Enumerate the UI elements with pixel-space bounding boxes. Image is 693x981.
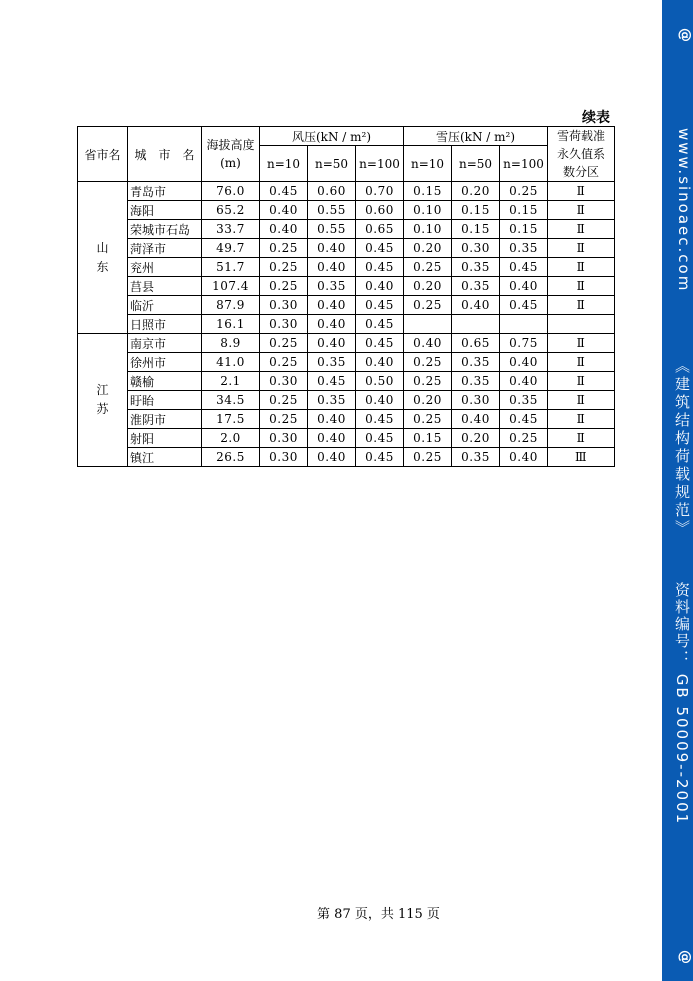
table-row	[78, 372, 615, 391]
wind-n50-cell: 0.45	[308, 372, 356, 391]
table-header	[78, 127, 615, 182]
altitude-cell: 107.4	[202, 277, 260, 296]
wind-n50-cell: 0.40	[308, 315, 356, 334]
wind-n50-cell: 0.40	[308, 239, 356, 258]
wind-n10-cell: 0.25	[260, 258, 308, 277]
city-cell: 南京市	[128, 334, 202, 353]
snow-n100-cell: 0.40	[500, 448, 548, 467]
wind-n100-cell: 0.40	[356, 391, 404, 410]
header-snow-n100: n=100	[500, 146, 548, 182]
snow-n50-cell: 0.65	[452, 334, 500, 353]
snow-zone-cell: Ⅱ	[548, 277, 615, 296]
snow-n100-cell: 0.45	[500, 258, 548, 277]
snow-n50-cell: 0.40	[452, 296, 500, 315]
snow-n50-cell: 0.20	[452, 429, 500, 448]
header-snow: 雪压(kN / m²)	[404, 127, 548, 146]
altitude-cell: 41.0	[202, 353, 260, 372]
wind-n10-cell: 0.30	[260, 429, 308, 448]
province-cell	[78, 334, 128, 467]
snow-n10-cell: 0.25	[404, 353, 452, 372]
snow-n10-cell: 0.25	[404, 258, 452, 277]
wind-n10-cell: 0.25	[260, 239, 308, 258]
wind-n50-cell: 0.55	[308, 201, 356, 220]
snow-n10-cell: 0.25	[404, 372, 452, 391]
city-cell: 淮阴市	[128, 410, 202, 429]
wind-n100-cell: 0.45	[356, 334, 404, 353]
altitude-cell: 2.1	[202, 372, 260, 391]
wind-n50-cell: 0.35	[308, 391, 356, 410]
snow-n50-cell: 0.20	[452, 182, 500, 201]
snow-n100-cell: 0.45	[500, 296, 548, 315]
altitude-cell: 76.0	[202, 182, 260, 201]
wind-n10-cell: 0.30	[260, 315, 308, 334]
snow-n100-cell: 0.45	[500, 410, 548, 429]
altitude-cell: 49.7	[202, 239, 260, 258]
site-url: www.sinoaec.com	[675, 128, 693, 293]
altitude-cell: 16.1	[202, 315, 260, 334]
table-row	[78, 334, 615, 353]
city-cell: 盱眙	[128, 391, 202, 410]
snow-zone-cell: Ⅱ	[548, 220, 615, 239]
header-wind: 风压(kN / m²)	[260, 127, 404, 146]
altitude-cell: 87.9	[202, 296, 260, 315]
province-char: 山	[96, 240, 109, 255]
wind-n10-cell: 0.25	[260, 410, 308, 429]
altitude-cell: 34.5	[202, 391, 260, 410]
snow-n10-cell: 0.15	[404, 182, 452, 201]
snow-n50-cell: 0.15	[452, 201, 500, 220]
snow-n100-cell: 0.25	[500, 429, 548, 448]
table-row	[78, 429, 615, 448]
snow-zone-cell: Ⅱ	[548, 410, 615, 429]
header-snow-zone-line3: 数分区	[562, 165, 599, 179]
continued-label: 续表	[582, 110, 610, 126]
city-cell: 菏泽市	[128, 239, 202, 258]
wind-n10-cell: 0.30	[260, 296, 308, 315]
wind-n10-cell: 0.25	[260, 353, 308, 372]
city-cell: 莒县	[128, 277, 202, 296]
snow-zone-cell: Ⅱ	[548, 239, 615, 258]
at-sign-bottom: @	[677, 950, 693, 964]
altitude-cell: 26.5	[202, 448, 260, 467]
wind-n100-cell: 0.70	[356, 182, 404, 201]
province-cell	[78, 182, 128, 334]
snow-zone-cell: Ⅱ	[548, 258, 615, 277]
document-code: 资料编号： GB 50009--2001	[673, 582, 691, 826]
header-altitude	[202, 127, 260, 182]
wind-n10-cell: 0.45	[260, 182, 308, 201]
table-row	[78, 182, 615, 201]
header-altitude-line2: (m)	[220, 156, 241, 170]
snow-n10-cell: 0.25	[404, 410, 452, 429]
snow-n10-cell: 0.40	[404, 334, 452, 353]
header-wind-n100: n=100	[356, 146, 404, 182]
header-wind-n50: n=50	[308, 146, 356, 182]
altitude-cell: 51.7	[202, 258, 260, 277]
snow-n10-cell: 0.10	[404, 201, 452, 220]
city-cell: 镇江	[128, 448, 202, 467]
snow-n50-cell: 0.30	[452, 391, 500, 410]
header-snow-zone-line1: 雪荷载准	[556, 129, 605, 143]
snow-n10-cell: 0.20	[404, 239, 452, 258]
snow-n10-cell: 0.15	[404, 429, 452, 448]
wind-n10-cell: 0.30	[260, 372, 308, 391]
wind-n10-cell: 0.25	[260, 277, 308, 296]
table-body	[78, 182, 615, 467]
snow-zone-cell: Ⅱ	[548, 296, 615, 315]
table-row	[78, 410, 615, 429]
table-row	[78, 258, 615, 277]
wind-n10-cell: 0.40	[260, 220, 308, 239]
province-char: 东	[96, 259, 109, 274]
altitude-cell: 8.9	[202, 334, 260, 353]
snow-n100-cell: 0.35	[500, 391, 548, 410]
wind-n100-cell: 0.45	[356, 429, 404, 448]
altitude-cell: 2.0	[202, 429, 260, 448]
snow-n50-cell: 0.35	[452, 353, 500, 372]
snow-n10-cell: 0.25	[404, 296, 452, 315]
table-row	[78, 239, 615, 258]
snow-n10-cell: 0.20	[404, 277, 452, 296]
snow-zone-cell: Ⅱ	[548, 353, 615, 372]
wind-n100-cell: 0.45	[356, 239, 404, 258]
wind-n50-cell: 0.60	[308, 182, 356, 201]
snow-zone-cell: Ⅱ	[548, 391, 615, 410]
wind-n100-cell: 0.45	[356, 296, 404, 315]
wind-n10-cell: 0.30	[260, 448, 308, 467]
header-city: 城 市 名	[128, 127, 202, 182]
snow-n10-cell	[404, 315, 452, 334]
altitude-cell: 17.5	[202, 410, 260, 429]
snow-zone-cell: Ⅱ	[548, 429, 615, 448]
altitude-cell: 65.2	[202, 201, 260, 220]
wind-n10-cell: 0.40	[260, 201, 308, 220]
header-snow-zone	[548, 127, 615, 182]
snow-n100-cell: 0.25	[500, 182, 548, 201]
wind-n50-cell: 0.40	[308, 296, 356, 315]
wind-n50-cell: 0.40	[308, 410, 356, 429]
snow-n50-cell: 0.35	[452, 277, 500, 296]
snow-zone-cell: Ⅲ	[548, 448, 615, 467]
snow-n10-cell: 0.20	[404, 391, 452, 410]
wind-n50-cell: 0.35	[308, 353, 356, 372]
table-row	[78, 220, 615, 239]
snow-n10-cell: 0.10	[404, 220, 452, 239]
wind-n100-cell: 0.50	[356, 372, 404, 391]
table-row	[78, 201, 615, 220]
wind-n50-cell: 0.40	[308, 429, 356, 448]
page-number: 第 87 页，共 115 页	[317, 907, 440, 922]
province-char: 苏	[96, 402, 109, 416]
wind-n100-cell: 0.45	[356, 258, 404, 277]
wind-n50-cell: 0.40	[308, 258, 356, 277]
wind-n50-cell: 0.40	[308, 334, 356, 353]
snow-zone-cell: Ⅱ	[548, 182, 615, 201]
snow-n100-cell: 0.40	[500, 353, 548, 372]
city-cell: 荣城市石岛	[128, 220, 202, 239]
table-row	[78, 296, 615, 315]
city-cell: 赣榆	[128, 372, 202, 391]
wind-n50-cell: 0.35	[308, 277, 356, 296]
wind-n100-cell: 0.45	[356, 410, 404, 429]
city-cell: 兖州	[128, 258, 202, 277]
snow-n100-cell: 0.75	[500, 334, 548, 353]
wind-n100-cell: 0.40	[356, 277, 404, 296]
header-wind-n10: n=10	[260, 146, 308, 182]
city-cell: 射阳	[128, 429, 202, 448]
snow-n50-cell: 0.30	[452, 239, 500, 258]
snow-n50-cell: 0.15	[452, 220, 500, 239]
at-sign-top: @	[677, 28, 693, 42]
city-cell: 徐州市	[128, 353, 202, 372]
snow-n10-cell: 0.25	[404, 448, 452, 467]
wind-n50-cell: 0.55	[308, 220, 356, 239]
table-row	[78, 315, 615, 334]
snow-n100-cell	[500, 315, 548, 334]
snow-n100-cell: 0.40	[500, 277, 548, 296]
page-footer	[0, 903, 693, 922]
city-cell: 海阳	[128, 201, 202, 220]
wind-n100-cell: 0.40	[356, 353, 404, 372]
snow-n50-cell: 0.35	[452, 448, 500, 467]
wind-n100-cell: 0.65	[356, 220, 404, 239]
table-row	[78, 448, 615, 467]
header-altitude-line1: 海拔高度	[206, 138, 255, 152]
city-cell: 日照市	[128, 315, 202, 334]
city-cell: 青岛市	[128, 182, 202, 201]
snow-n100-cell: 0.15	[500, 201, 548, 220]
snow-n50-cell: 0.40	[452, 410, 500, 429]
table-row	[78, 353, 615, 372]
city-cell: 临沂	[128, 296, 202, 315]
wind-n10-cell: 0.25	[260, 334, 308, 353]
snow-zone-cell	[548, 315, 615, 334]
header-province: 省市名	[78, 127, 128, 182]
snow-zone-cell: Ⅱ	[548, 372, 615, 391]
wind-n10-cell: 0.25	[260, 391, 308, 410]
altitude-cell: 33.7	[202, 220, 260, 239]
header-snow-n50: n=50	[452, 146, 500, 182]
snow-n100-cell: 0.40	[500, 372, 548, 391]
table-row	[78, 391, 615, 410]
wind-n100-cell: 0.60	[356, 201, 404, 220]
book-title: 《建筑结构荷载规范》	[673, 358, 691, 538]
header-snow-zone-line2: 永久值系	[556, 147, 605, 161]
header-snow-n10: n=10	[404, 146, 452, 182]
snow-zone-cell: Ⅱ	[548, 201, 615, 220]
load-table	[77, 126, 615, 467]
wind-n50-cell: 0.40	[308, 448, 356, 467]
wind-n100-cell: 0.45	[356, 315, 404, 334]
snow-n50-cell: 0.35	[452, 258, 500, 277]
snow-n50-cell: 0.35	[452, 372, 500, 391]
snow-n100-cell: 0.35	[500, 239, 548, 258]
snow-zone-cell: Ⅱ	[548, 334, 615, 353]
snow-n50-cell	[452, 315, 500, 334]
sidebar-banner	[662, 0, 693, 981]
snow-n100-cell: 0.15	[500, 220, 548, 239]
wind-n100-cell: 0.45	[356, 448, 404, 467]
province-char: 江	[96, 383, 109, 397]
table-row	[78, 277, 615, 296]
